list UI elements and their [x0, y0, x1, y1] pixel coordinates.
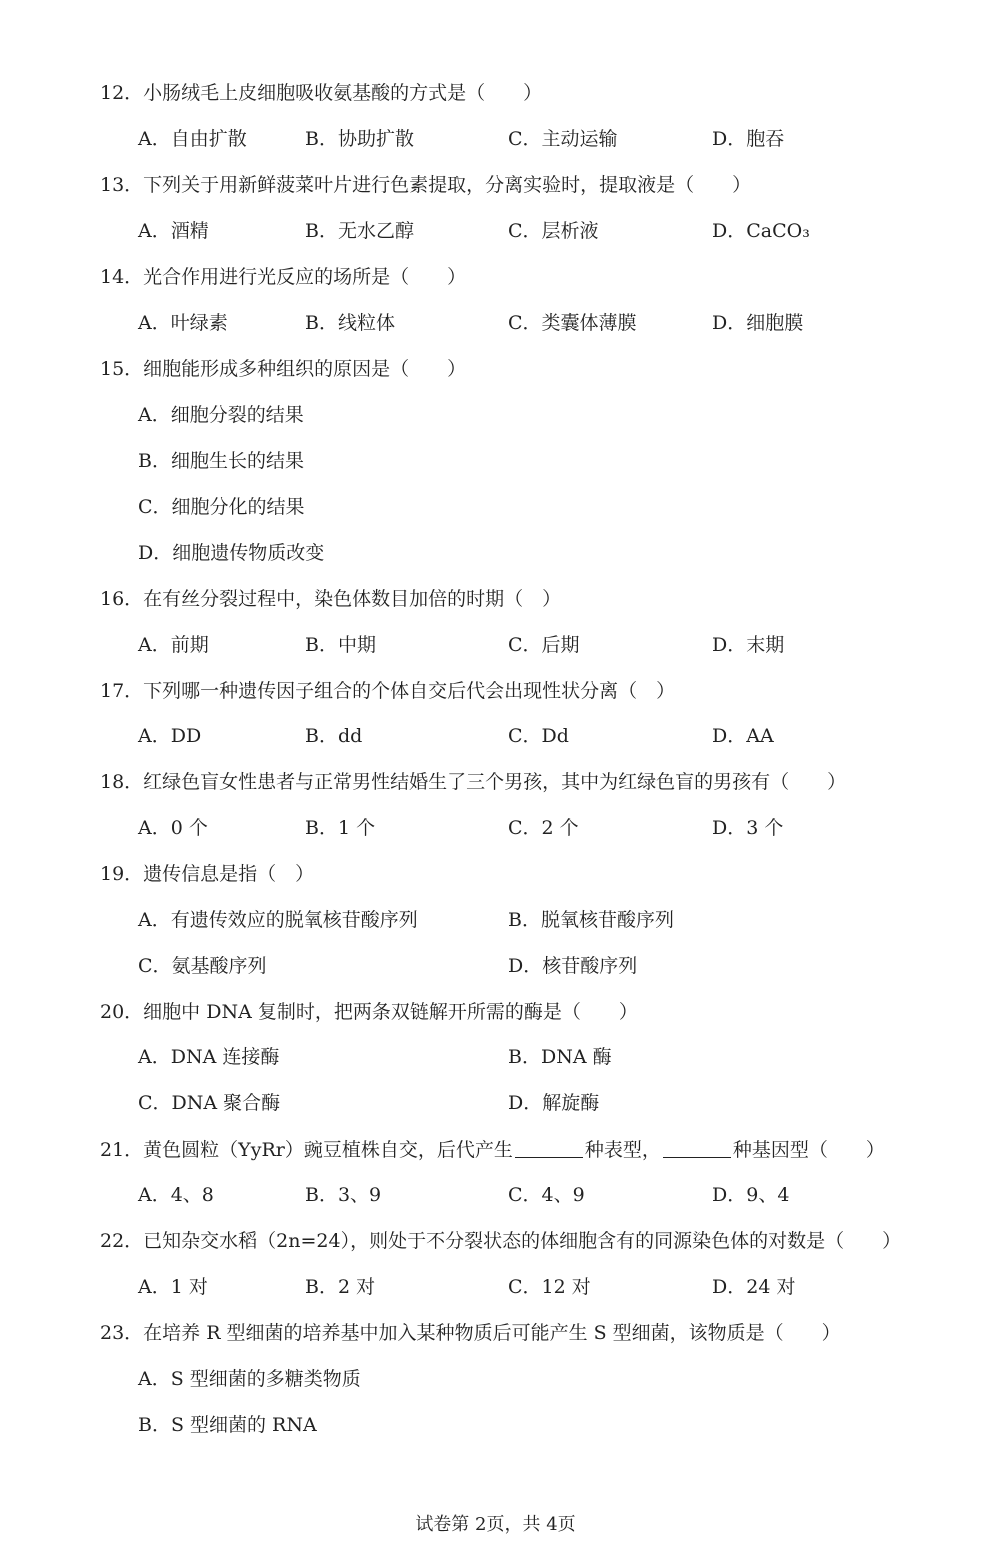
- question-stem: 15．细胞能形成多种组织的原因是（ ）: [100, 358, 467, 380]
- option-b: B．协助扩散: [305, 128, 414, 150]
- option-b: B．2 对: [305, 1276, 376, 1298]
- question-stem: 13．下列关于用新鲜菠菜叶片进行色素提取，分离实验时，提取液是（ ）: [100, 174, 752, 196]
- option-c: C．DNA 聚合酶: [138, 1092, 281, 1114]
- option-a: A．4、8: [138, 1184, 214, 1206]
- option-a: A．DD: [138, 725, 202, 747]
- question-stem: [100, 1135, 885, 1165]
- stem-part: 种表型，: [584, 1139, 661, 1161]
- option-a: A．有遗传效应的脱氧核苷酸序列: [138, 909, 418, 931]
- question-stem: 22．已知杂交水稻（2n=24），则处于不分裂状态的体细胞含有的同源染色体的对数是（ ）: [100, 1230, 902, 1252]
- question-stem: 18．红绿色盲女性患者与正常男性结婚生了三个男孩，其中为红绿色盲的男孩有（ ）: [100, 771, 847, 793]
- option-c: C．主动运输: [508, 128, 618, 150]
- option-c: C．12 对: [508, 1276, 591, 1298]
- option-d: D．胞吞: [712, 128, 785, 150]
- option-c: C．细胞分化的结果: [138, 496, 305, 518]
- option-c: C．氨基酸序列: [138, 955, 267, 977]
- stem-part: 种基因型（ ）: [732, 1139, 885, 1161]
- option-b: B．细胞生长的结果: [138, 450, 304, 472]
- option-b: B．脱氧核苷酸序列: [508, 909, 674, 931]
- option-b: B．3、9: [305, 1184, 382, 1206]
- stem-part: 21．黄色圆粒（YyRr）豌豆植株自交，后代产生: [100, 1139, 513, 1161]
- option-a: A．细胞分裂的结果: [138, 404, 304, 426]
- option-a: A．DNA 连接酶: [138, 1046, 280, 1068]
- page-footer: 试卷第 2页，共 4页: [415, 1514, 576, 1535]
- option-b: B．DNA 酶: [508, 1046, 612, 1068]
- option-c: C．Dd: [508, 725, 569, 747]
- question-stem: 23．在培养 R 型细菌的培养基中加入某种物质后可能产生 S 型细菌，该物质是（ ）: [100, 1322, 841, 1344]
- question-stem: 16．在有丝分裂过程中，染色体数目加倍的时期（ ）: [100, 588, 562, 610]
- option-a: A．前期: [138, 634, 209, 656]
- option-d: D．细胞膜: [712, 312, 804, 334]
- option-c: C．2 个: [508, 817, 579, 839]
- answer-blank: [663, 1137, 731, 1158]
- option-d: D．3 个: [712, 817, 784, 839]
- question-stem: 12．小肠绒毛上皮细胞吸收氨基酸的方式是（ ）: [100, 82, 543, 104]
- option-d: D．末期: [712, 634, 785, 656]
- option-c: C．类囊体薄膜: [508, 312, 637, 334]
- option-b: B．dd: [305, 725, 363, 747]
- option-c: C．层析液: [508, 220, 599, 242]
- option-a: A．自由扩散: [138, 128, 247, 150]
- option-b: B．1 个: [305, 817, 376, 839]
- option-c: C．4、9: [508, 1184, 585, 1206]
- option-b: B．S 型细菌的 RNA: [138, 1414, 317, 1436]
- option-b: B．中期: [305, 634, 376, 656]
- option-d: D．9、4: [712, 1184, 790, 1206]
- question-stem: 14．光合作用进行光反应的场所是（ ）: [100, 266, 467, 288]
- option-c: C．后期: [508, 634, 580, 656]
- answer-blank: [515, 1137, 583, 1158]
- option-a: A．1 对: [138, 1276, 208, 1298]
- question-stem: 20．细胞中 DNA 复制时，把两条双链解开所需的酶是（ ）: [100, 1001, 638, 1023]
- option-d: D．AA: [712, 725, 774, 747]
- option-b: B．线粒体: [305, 312, 395, 334]
- option-d: D．解旋酶: [508, 1092, 600, 1114]
- option-a: A．叶绿素: [138, 312, 228, 334]
- question-stem: 17．下列哪一种遗传因子组合的个体自交后代会出现性状分离（ ）: [100, 680, 676, 702]
- option-a: A．S 型细菌的多糖类物质: [138, 1368, 361, 1390]
- question-stem: 19．遗传信息是指（ ）: [100, 863, 315, 885]
- option-a: A．0 个: [138, 817, 208, 839]
- option-b: B．无水乙醇: [305, 220, 414, 242]
- option-d: D．核苷酸序列: [508, 955, 638, 977]
- option-d: D．CaCO₃: [712, 220, 810, 242]
- option-a: A．酒精: [138, 220, 209, 242]
- option-d: D．细胞遗传物质改变: [138, 542, 325, 564]
- option-d: D．24 对: [712, 1276, 796, 1298]
